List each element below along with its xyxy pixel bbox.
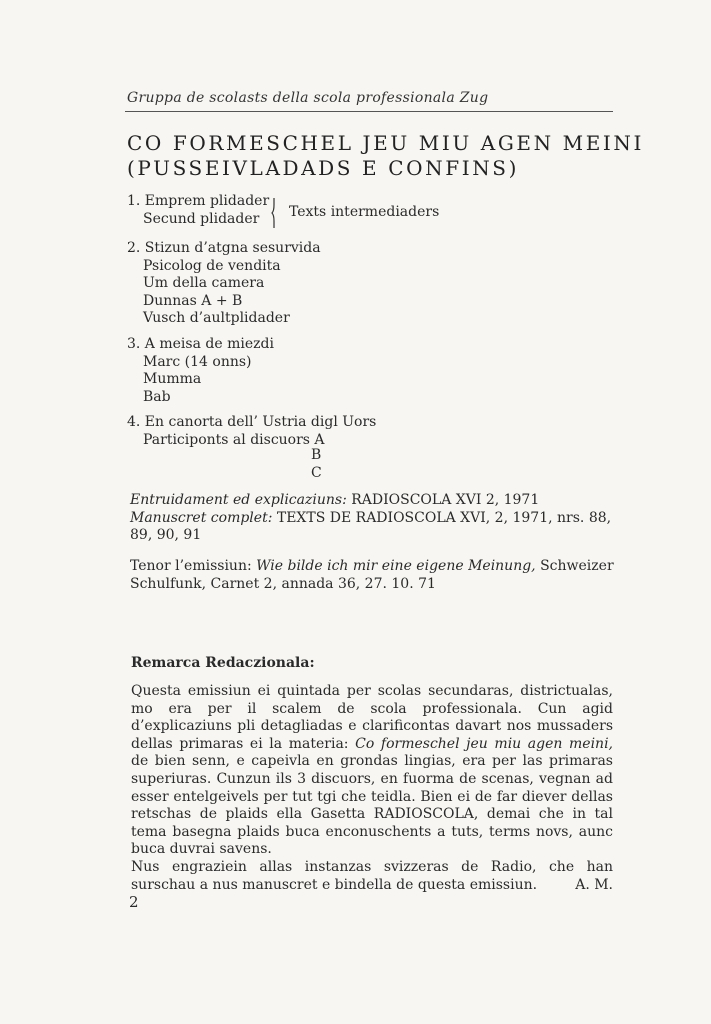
title-line-2: (PUSSEIVLADADS E CONFINS) — [127, 156, 519, 180]
manuscret-label: Manuscret complet: — [130, 509, 273, 526]
manuscret-value: TEXTS DE RADIOSCOLA XVI, 2, 1971, nrs. 88, 89, 90, 91 — [130, 509, 612, 543]
curly-brace-icon — [269, 197, 279, 229]
title-line-1: CO FORMESCHEL JEU MIU AGEN MEINI — [127, 131, 645, 155]
header-rule — [125, 111, 613, 112]
section-2-line: Um della camera — [143, 275, 265, 291]
entruidament-ref — [130, 492, 615, 510]
section-3-line: 3. A meisa de miezdi — [127, 336, 274, 352]
section-2-line: 2. Stizun d’atgna sesurvida — [127, 240, 321, 256]
section-3-line: Marc (14 onns) — [143, 353, 252, 370]
signature-initials: A. M. — [575, 876, 613, 893]
page-number: 2 — [129, 893, 139, 911]
section-2-line: Dunnas A + B — [143, 292, 243, 309]
section-4-line-1: 4. En canorta dell’ Ustria digl Uors — [127, 414, 377, 430]
remarca-text: Nus engraziein allas instanzas svizzeras de Radio, che han surschau a nus manuscret e bindella de questa emissiun. — [131, 858, 613, 893]
speaker-label: B — [311, 447, 322, 463]
section-1-line-1: 1. Emprem plidader — [127, 193, 270, 209]
references — [130, 492, 615, 545]
section-1-line-2: Secund plidader — [143, 210, 260, 227]
section-1 — [127, 193, 269, 228]
page-title — [127, 131, 644, 181]
section-3-line: Bab — [143, 388, 171, 405]
tenor-rest: Schweizer Schulfunk, Carnet 2, annada 36, 27. 10. 71 — [130, 558, 614, 592]
tenor-line — [130, 558, 615, 593]
remarca-italic-title: Co formeschel jeu miu agen meini, — [355, 735, 614, 752]
remarca-text: de bien senn, e capeivla en grondas lingias, era per las primaras superiuras. Cunzun ils 3 discuors, en fuorma de scenas, vegnan ad esser entelgeivels per tut tgi che teidla. Bien ei de far diever dellas retschas de plaids ella Gasetta RADIOSCOLA, demai che in tal tema basegna plaids buca enconuschents a tuts, terms novs, aunc buca duvrai savens. — [131, 753, 613, 858]
section-3-line: Mumma — [143, 371, 202, 387]
entruidament-value: RADIOSCOLA XVI 2, 1971 — [351, 492, 540, 508]
tenor-label: Tenor l’emissiun: — [130, 558, 252, 574]
speaker-label: C — [311, 464, 322, 481]
section-4-line-2: Participonts al discuors A — [143, 431, 325, 448]
section-2 — [127, 240, 321, 328]
tenor-title: Wie bilde ich mir eine eigene Meinung, — [256, 558, 536, 574]
manuscret-ref — [130, 510, 615, 545]
brace-label: Texts intermediaders — [289, 204, 440, 220]
section-2-line: Vusch d’aultplidader — [143, 310, 290, 326]
remarca-heading: Remarca Redaczionala: — [131, 655, 315, 671]
speaker-list — [311, 447, 322, 482]
remarca-paragraph-1 — [131, 683, 613, 859]
section-2-line: Psicolog de vendita — [143, 257, 281, 274]
section-4 — [127, 414, 376, 449]
section-3 — [127, 336, 274, 406]
running-header: Gruppa de scolasts della scola professionala Zug — [127, 90, 489, 106]
remarca-text: Questa emissiun ei quintada per scolas secundaras, districtualas, mo era per il scalem de scola professionala. Cun agid d’explicaziuns pli detagliadas e clarificontas davart nos mussaders dellas primaras ei la materia: — [131, 683, 613, 752]
remarca-paragraph-2 — [131, 859, 613, 894]
entruidament-label: Entruidament ed explicaziuns: — [130, 492, 347, 508]
remarca-body — [131, 683, 613, 894]
